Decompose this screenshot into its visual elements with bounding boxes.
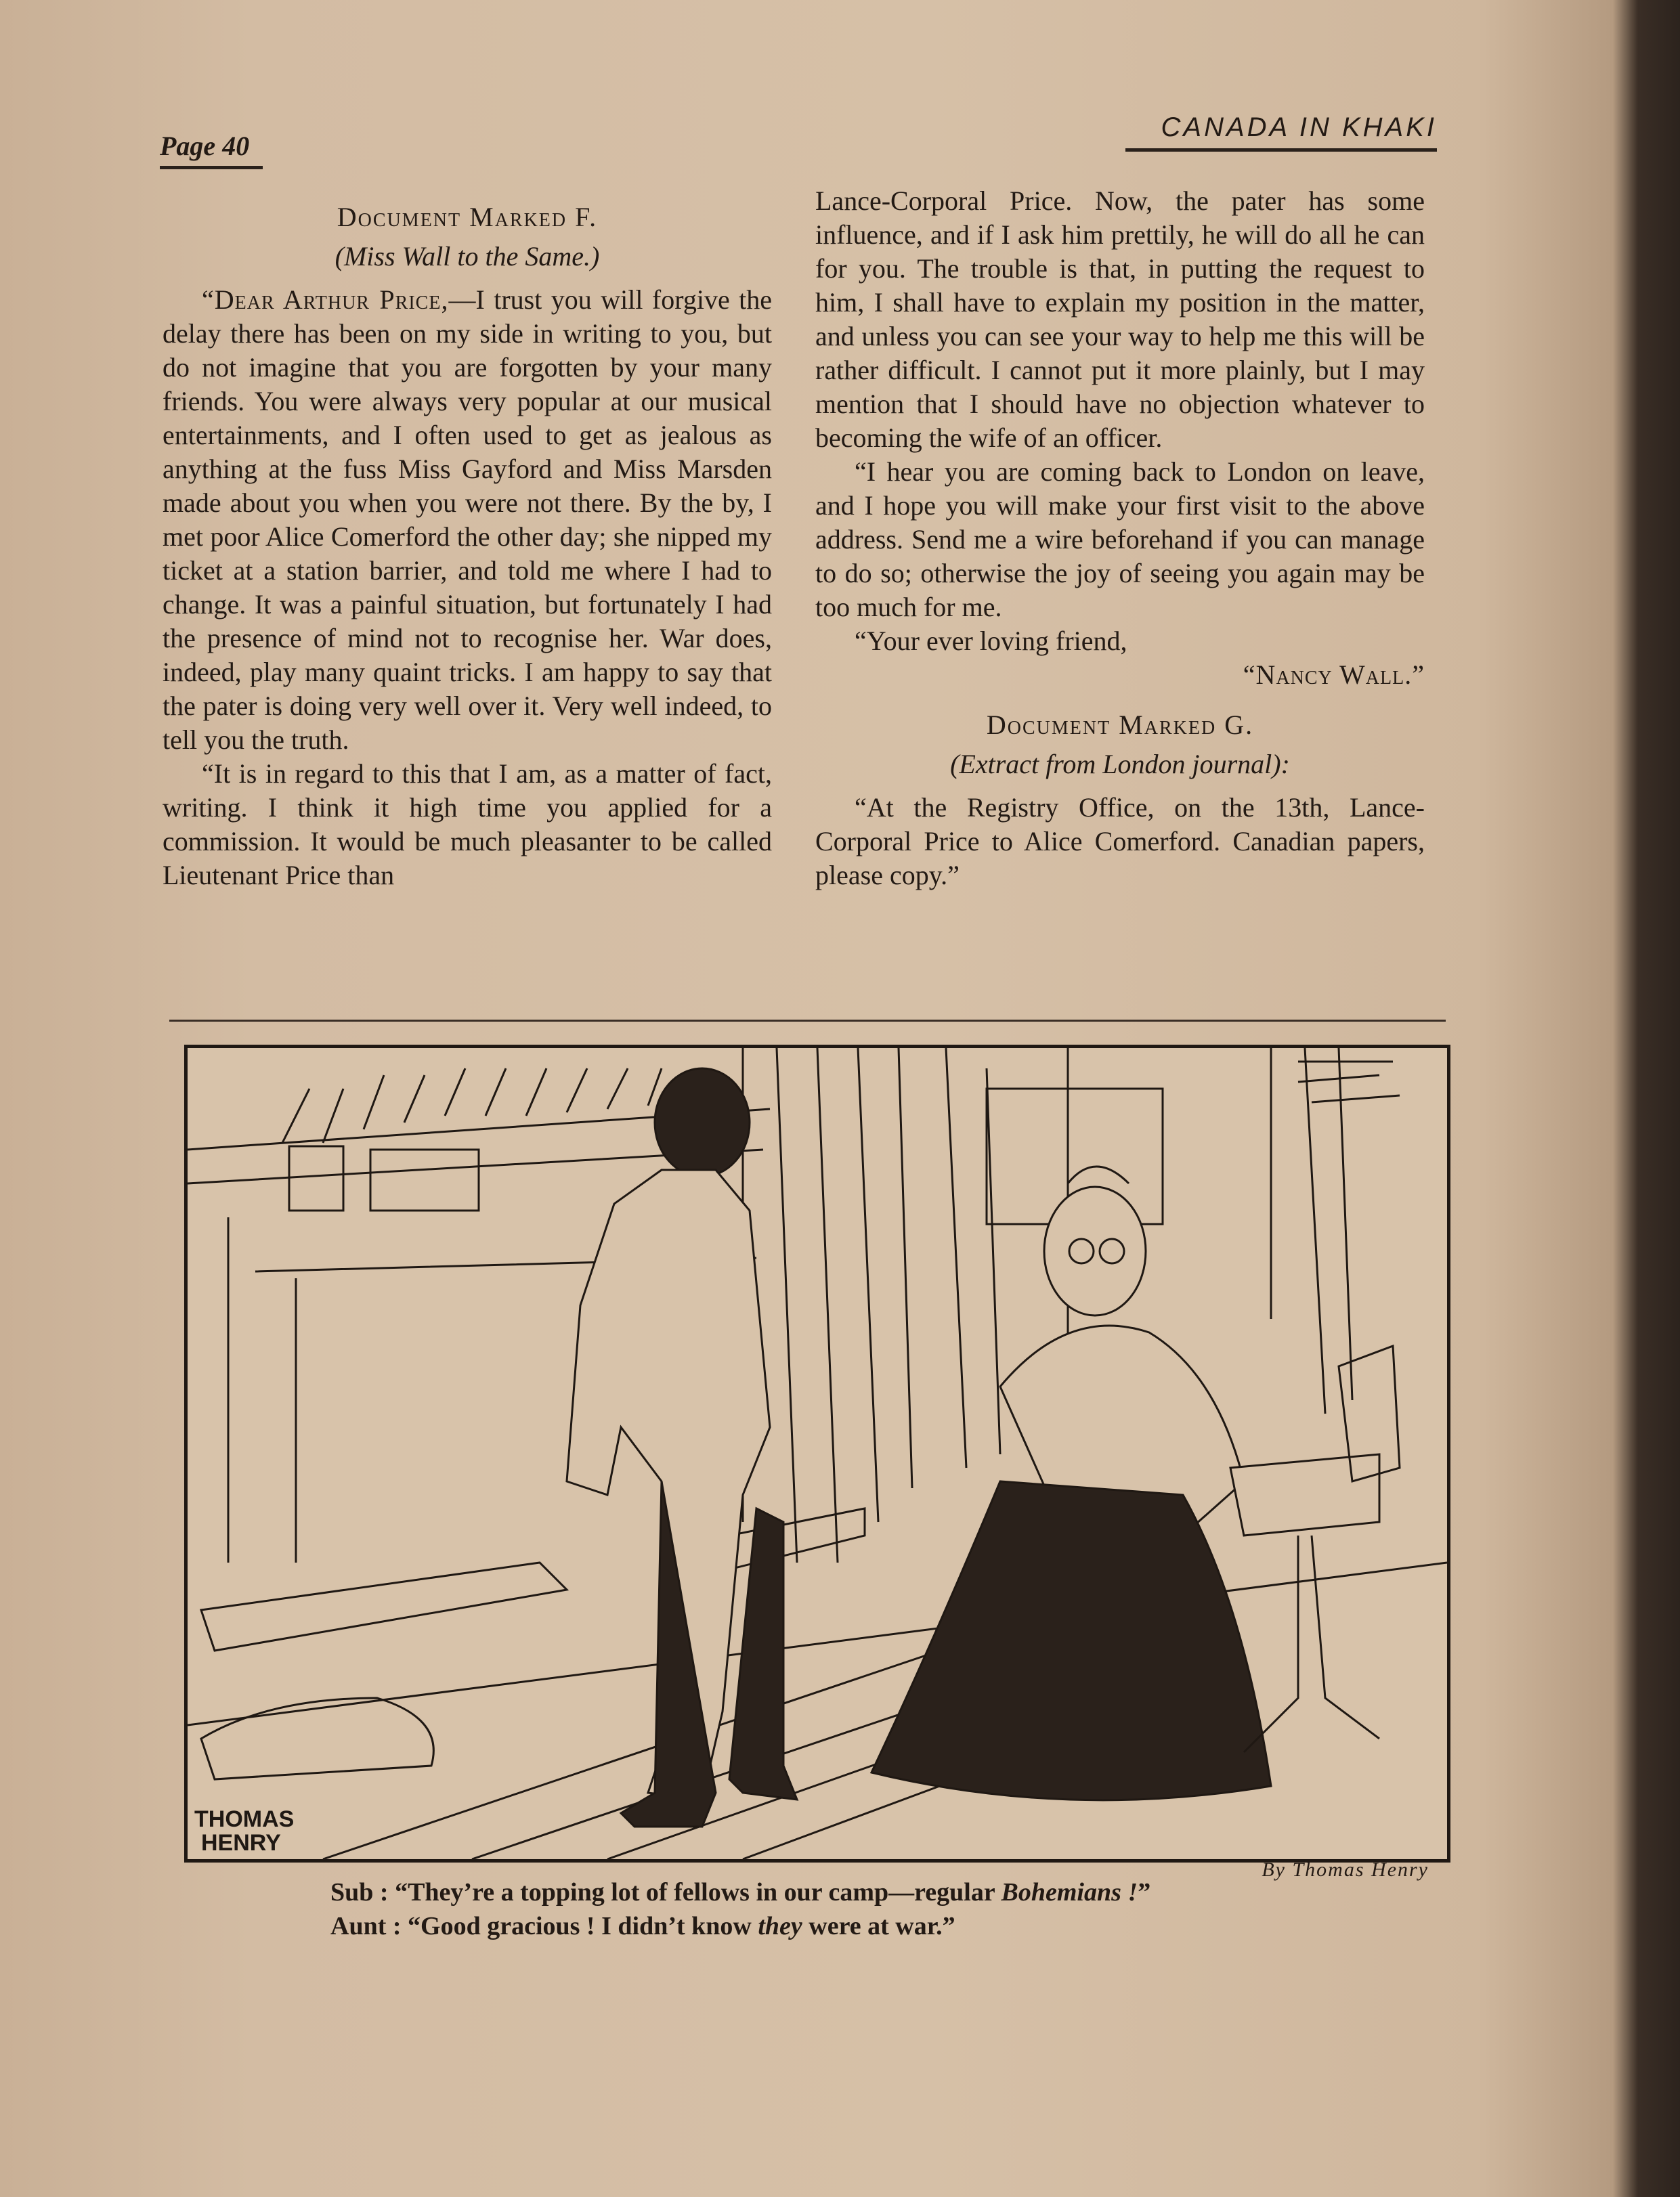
journal-extract: “At the Registry Office, on the 13th, Lance-Corporal Price to Alice Comerford. Canadian papers, please copy.” bbox=[815, 792, 1425, 890]
caption-text-end: were at war.” bbox=[802, 1912, 955, 1940]
illustration-credit: By Thomas Henry bbox=[1262, 1858, 1429, 1881]
section-divider bbox=[169, 1020, 1446, 1022]
left-column bbox=[163, 184, 772, 892]
caption-text: “Good gracious ! I didn’t know bbox=[401, 1912, 758, 1940]
page-number: Page 40 bbox=[160, 130, 263, 169]
caption-emphasis: Bohemians ! bbox=[1001, 1878, 1138, 1907]
artist-signature-line2: HENRY bbox=[201, 1830, 281, 1856]
cartoon-illustration bbox=[184, 1045, 1450, 1863]
letter-paragraph: “I hear you are coming back to London on leave, and I hope you will make your first visit to the above address. Send me a wire beforehand if you can manage to do so; otherwise the joy of seeing you again may be too much for me. bbox=[815, 456, 1425, 622]
document-f-subheading: (Miss Wall to the Same.) bbox=[335, 241, 600, 271]
letter-closing: “Your ever loving friend, bbox=[855, 626, 1127, 656]
cartoon-caption bbox=[330, 1875, 1414, 1943]
cartoon-drawing bbox=[188, 1048, 1447, 1859]
caption-line-aunt bbox=[330, 1909, 1414, 1943]
caption-emphasis: they bbox=[758, 1912, 802, 1940]
right-column bbox=[815, 184, 1425, 892]
running-head: CANADA IN KHAKI bbox=[1125, 112, 1437, 152]
artist-signature-line1: THOMAS bbox=[194, 1806, 295, 1832]
document-g-heading: Document Marked G. bbox=[986, 710, 1254, 740]
document-g-subheading: (Extract from London journal): bbox=[950, 749, 1290, 779]
caption-text: “They’re a topping lot of fellows in our camp—regular bbox=[388, 1878, 1001, 1907]
caption-line-sub bbox=[330, 1875, 1414, 1909]
caption-speaker: Sub : bbox=[330, 1878, 389, 1907]
document-f-heading: Document Marked F. bbox=[337, 202, 598, 232]
letter-salutation: “Dear Arthur Price, bbox=[202, 284, 449, 315]
letter-signature: “Nancy Wall.” bbox=[1243, 659, 1425, 690]
letter-paragraph: Lance-Corporal Price. Now, the pater has some influence, and if I ask him prettily, he will do all he can for you. The trouble is that, in putting the request to him, I shall have to explain my position in the matter, and unless you can see your way to help me this will be rather difficult. I cannot put it more plainly, but I may mention that I should have no objection whatever to becoming the wife of an officer. bbox=[815, 186, 1425, 453]
caption-speaker: Aunt : bbox=[330, 1912, 402, 1940]
caption-text-end: ” bbox=[1138, 1878, 1151, 1907]
letter-paragraph: “It is in regard to this that I am, as a matter of fact, writing. I think it high time you applied for a commission. It would be much pleasanter to be called Lieutenant Price than bbox=[163, 758, 772, 890]
letter-paragraph bbox=[163, 283, 772, 757]
letter-text: —I trust you will forgive the delay there has been on my side in writing to you, but do not imagine that you are forgotten by your many friends. You were always very popular at our musical entertainments, and I often used to get as jealous as anything at the fuss Miss Gayford and Miss Marsden made about you when you were not there. By the by, I met poor Alice Comerford the other day; she nipped my ticket at a station barrier, and told me where I had to change. It was a painful situation, but fortunately I had the presence of mind not to recognise her. War does, indeed, play many quaint tricks. I am happy to say that the pater is doing very well over it. Very well indeed, to tell you the truth. bbox=[163, 284, 773, 755]
